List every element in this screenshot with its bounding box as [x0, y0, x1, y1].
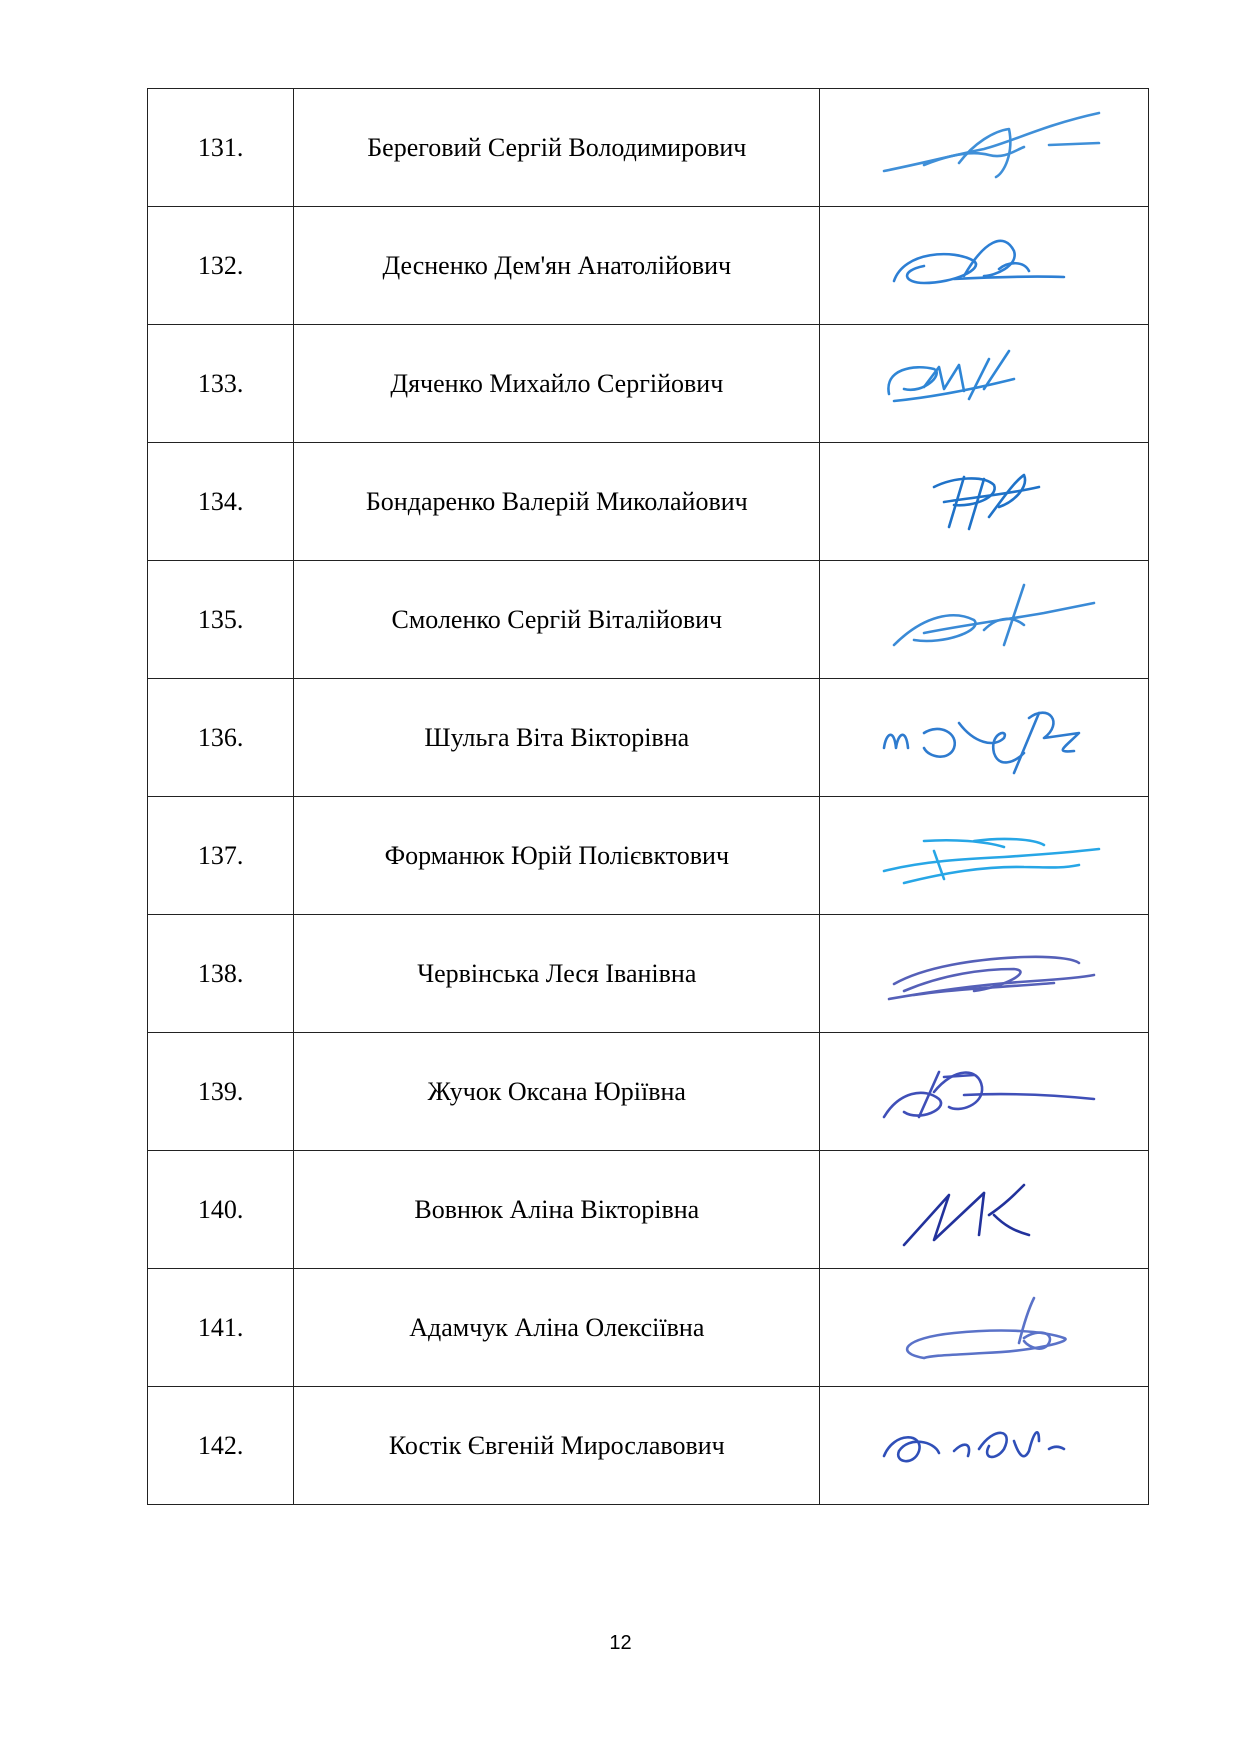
signature-stroke [994, 1215, 1029, 1235]
signature-cell [820, 561, 1149, 679]
row-number: 139. [197, 1076, 244, 1106]
signature-stroke [884, 1092, 941, 1116]
table-row [148, 207, 1149, 325]
full-name-cell [294, 325, 820, 443]
signature-cell [820, 1387, 1149, 1505]
row-number-cell [148, 797, 294, 915]
table-row [148, 561, 1149, 679]
signature-stroke [959, 723, 1024, 762]
table-row [148, 915, 1149, 1033]
full-name-cell [294, 207, 820, 325]
row-number: 135. [197, 604, 244, 634]
row-number: 136. [197, 722, 244, 752]
handwritten-signature [864, 1047, 1104, 1137]
row-number-cell [148, 207, 294, 325]
row-number: 141. [197, 1312, 244, 1342]
full-name: Червінська Леся Іванівна [417, 958, 697, 988]
full-name-cell [294, 1269, 820, 1387]
signature-stroke [1049, 1446, 1064, 1448]
table-row [148, 1269, 1149, 1387]
signature-stroke [1014, 1432, 1039, 1456]
signature-stroke [979, 1193, 984, 1235]
full-name: Шульга Віта Вікторівна [424, 722, 690, 752]
row-number-cell [148, 443, 294, 561]
full-name: Смоленко Сергій Віталійович [391, 604, 723, 634]
row-number-cell [148, 1151, 294, 1269]
signature-cell [820, 1269, 1149, 1387]
full-name-cell [294, 679, 820, 797]
full-name: Костік Євгеній Мирославович [388, 1430, 725, 1460]
row-number-cell [148, 1387, 294, 1505]
full-name: Бондаренко Валерій Миколайович [365, 486, 748, 516]
handwritten-signature [864, 929, 1104, 1019]
signature-stroke [924, 840, 1004, 847]
signature-stroke [884, 1437, 939, 1461]
row-number-cell [148, 325, 294, 443]
signature-cell [820, 1151, 1149, 1269]
row-number: 134. [197, 486, 244, 516]
full-name: Десненко Дем'ян Анатолійович [382, 250, 732, 280]
full-name-cell [294, 561, 820, 679]
signature-stroke [904, 1193, 984, 1245]
signature-stroke [1024, 1332, 1050, 1348]
signature-stroke [944, 1075, 974, 1077]
handwritten-signature [864, 811, 1104, 901]
table-row [148, 89, 1149, 207]
row-number: 133. [197, 368, 244, 398]
handwritten-signature [864, 221, 1104, 311]
row-number-cell [148, 89, 294, 207]
signature-stroke [884, 113, 1099, 171]
row-number: 138. [197, 958, 244, 988]
signature-cell [820, 89, 1149, 207]
signature-table [147, 88, 1149, 1505]
row-number: 142. [197, 1430, 244, 1460]
full-name: Жучок Оксана Юріївна [427, 1076, 686, 1106]
signature-cell [820, 325, 1149, 443]
signature-stroke [979, 1432, 1007, 1456]
signature-stroke [989, 1185, 1024, 1215]
table-row [148, 797, 1149, 915]
row-number-cell [148, 915, 294, 1033]
handwritten-signature [864, 1165, 1104, 1255]
row-number-cell [148, 1033, 294, 1151]
row-number: 131. [197, 132, 244, 162]
handwritten-signature [864, 575, 1104, 665]
handwritten-signature [864, 457, 1104, 547]
signature-stroke [954, 276, 1064, 278]
table-row [148, 1151, 1149, 1269]
row-number-cell [148, 679, 294, 797]
row-number: 137. [197, 840, 244, 870]
table-row [148, 1033, 1149, 1151]
full-name: Адамчук Аліна Олексіївна [409, 1312, 705, 1342]
signature-cell [820, 915, 1149, 1033]
signature-cell [820, 207, 1149, 325]
page-number: 12 [609, 1632, 632, 1654]
signature-cell [820, 443, 1149, 561]
signature-stroke [1004, 585, 1024, 645]
signature-stroke [884, 734, 908, 747]
signature-cell [820, 1033, 1149, 1151]
full-name-cell [294, 797, 820, 915]
table-row [148, 325, 1149, 443]
full-name: Вовнюк Аліна Вікторівна [414, 1194, 700, 1224]
signature-sheet [147, 88, 1149, 1505]
row-number-cell [148, 561, 294, 679]
full-name-cell [294, 1033, 820, 1151]
handwritten-signature [864, 103, 1104, 193]
full-name: Форманюк Юрій Полієвктович [384, 840, 730, 870]
signature-stroke [924, 728, 955, 756]
table-row [148, 679, 1149, 797]
row-number: 132. [197, 250, 244, 280]
row-number-cell [148, 1269, 294, 1387]
handwritten-signature [864, 339, 1104, 429]
signature-cell [820, 797, 1149, 915]
handwritten-signature [864, 693, 1104, 783]
full-name-cell [294, 1387, 820, 1505]
row-number: 140. [197, 1194, 244, 1224]
signature-stroke [954, 1444, 969, 1455]
full-name-cell [294, 89, 820, 207]
handwritten-signature [864, 1401, 1104, 1491]
full-name-cell [294, 443, 820, 561]
signature-stroke [1014, 713, 1039, 773]
signature-cell [820, 679, 1149, 797]
signature-stroke [1049, 143, 1099, 145]
signature-stroke [964, 1094, 1094, 1099]
signature-stroke [907, 1330, 1065, 1357]
full-name-cell [294, 915, 820, 1033]
full-name: Береговий Сергій Володимирович [367, 132, 747, 162]
signature-stroke [969, 359, 989, 399]
full-name: Дяченко Михайло Сергійович [390, 368, 724, 398]
table-row [148, 1387, 1149, 1505]
signature-stroke [904, 865, 1079, 883]
table-row [148, 443, 1149, 561]
handwritten-signature [864, 1283, 1104, 1373]
full-name-cell [294, 1151, 820, 1269]
